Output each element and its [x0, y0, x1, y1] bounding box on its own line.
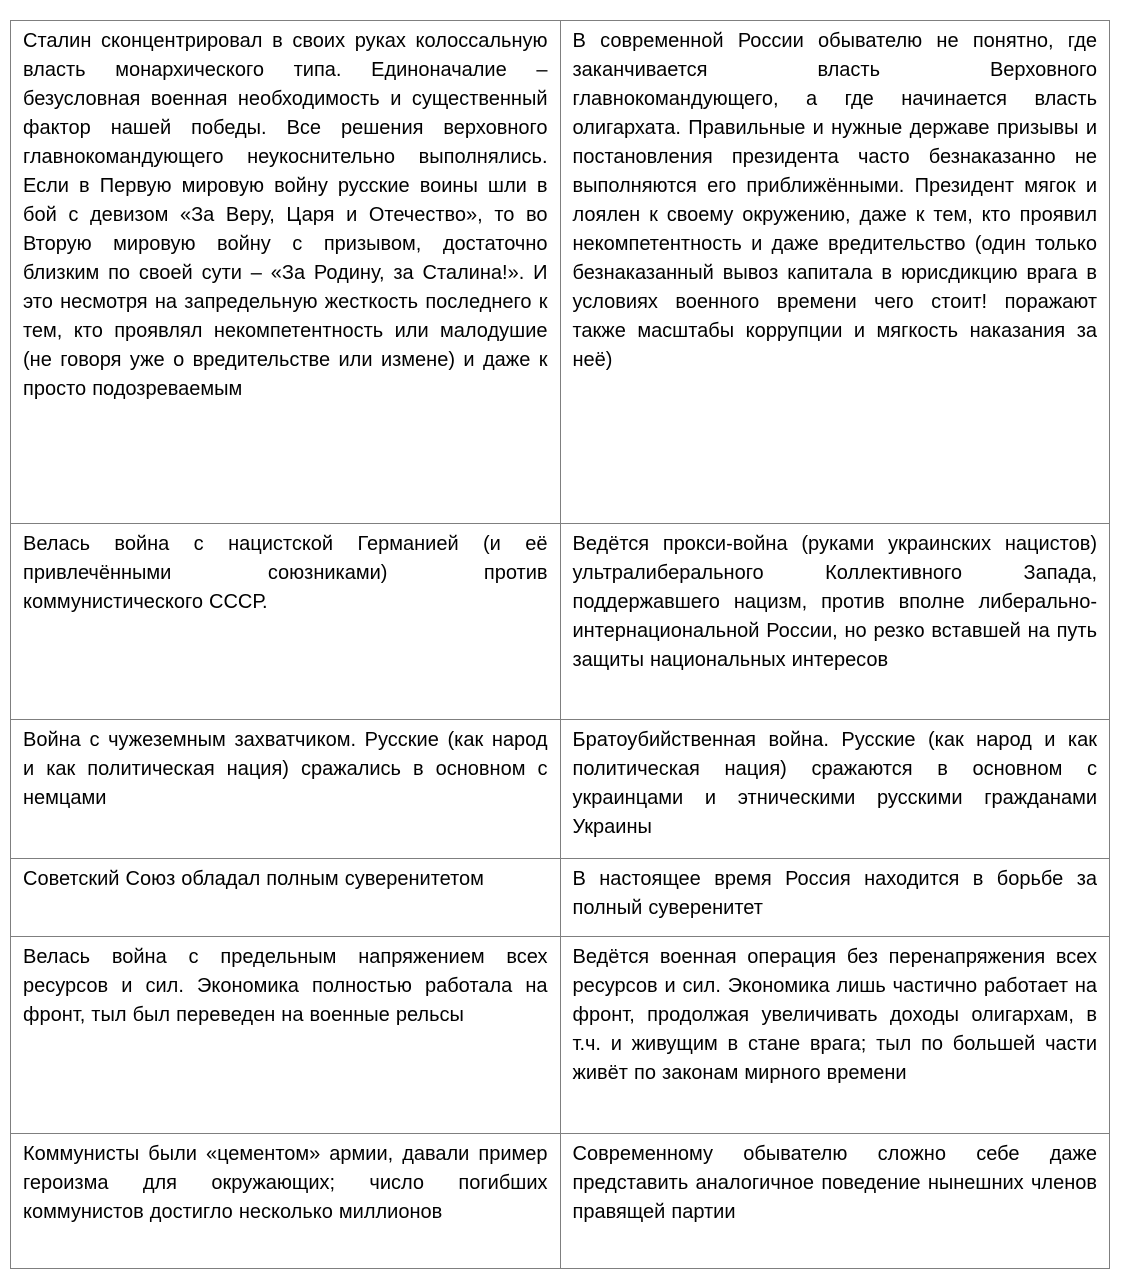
- table-row: [11, 937, 1110, 1134]
- table-row: [11, 524, 1110, 720]
- cell-modern-party: Современному обывателю сложно себе даже представить аналогичное поведение нынешних членов правящей партии: [560, 1134, 1110, 1269]
- cell-modern-enemy: Ведётся прокси-война (руками украинских нацистов) ультралиберального Коллективного Запада, поддержавшего нацизм, против вполне либерально-интернациональной России, но резко вставшей на путь защиты национальных интересов: [560, 524, 1110, 720]
- cell-wwii-enemy: Велась война с нацистской Германией (и её привлечёнными союзниками) против коммунистического СССР.: [11, 524, 561, 720]
- cell-modern-economy: Ведётся военная операция без перенапряжения всех ресурсов и сил. Экономика лишь частично работает на фронт, продолжая увеличивать доходы олигархам, в т.ч. и живущим в стане врага; тыл по большей части живёт по законам мирного времени: [560, 937, 1110, 1134]
- table-row: [11, 720, 1110, 859]
- cell-modern-command: В современной России обывателю не понятно, где заканчивается власть Верховного главнокомандующего, а где начинается власть олигархата. Правильные и нужные державе призывы и постановления президента часто безнаказанно не выполняются его приближёнными. Президент мягок и лоялен к своему окружению, даже к тем, кто проявил некомпетентность и даже вредительство (один только безнаказанный вывоз капитала в юрисдикцию врага в условиях военного времени чего стоит! поражают также масштабы коррупции и мягкость наказания за неё): [560, 21, 1110, 524]
- cell-wwii-sovereignty: Советский Союз обладал полным суверенитетом: [11, 859, 561, 937]
- cell-wwii-economy: Велась война с предельным напряжением всех ресурсов и сил. Экономика полностью работала на фронт, тыл был переведен на военные рельсы: [11, 937, 561, 1134]
- table-row: [11, 1134, 1110, 1269]
- cell-wwii-command: Сталин сконцентрировал в своих руках колоссальную власть монархического типа. Единоначалие – безусловная военная необходимость и существенный фактор нашей победы. Все решения верховного главнокомандующего неукоснительно выполнялись. Если в Первую мировую войну русские воины шли в бой с девизом «За Веру, Царя и Отечество», то во Вторую мировую войну с призывом, достаточно близким по своей сути – «За Родину, за Сталина!». И это несмотря на запредельную жесткость последнего к тем, кто проявлял некомпетентность или малодушие (не говоря уже о вредительстве или измене) и даже к просто подозреваемым: [11, 21, 561, 524]
- cell-wwii-war-type: Война с чужеземным захватчиком. Русские (как народ и как политическая нация) сражались в основном с немцами: [11, 720, 561, 859]
- comparison-table: [10, 20, 1110, 1269]
- table-row: [11, 21, 1110, 524]
- cell-modern-war-type: Братоубийственная война. Русские (как народ и как политическая нация) сражаются в основном с украинцами и этническими русскими гражданами Украины: [560, 720, 1110, 859]
- cell-modern-sovereignty: В настоящее время Россия находится в борьбе за полный суверенитет: [560, 859, 1110, 937]
- cell-wwii-party: Коммунисты были «цементом» армии, давали пример героизма для окружающих; число погибших коммунистов достигло несколько миллионов: [11, 1134, 561, 1269]
- comparison-table-body: [11, 21, 1110, 1269]
- table-row: [11, 859, 1110, 937]
